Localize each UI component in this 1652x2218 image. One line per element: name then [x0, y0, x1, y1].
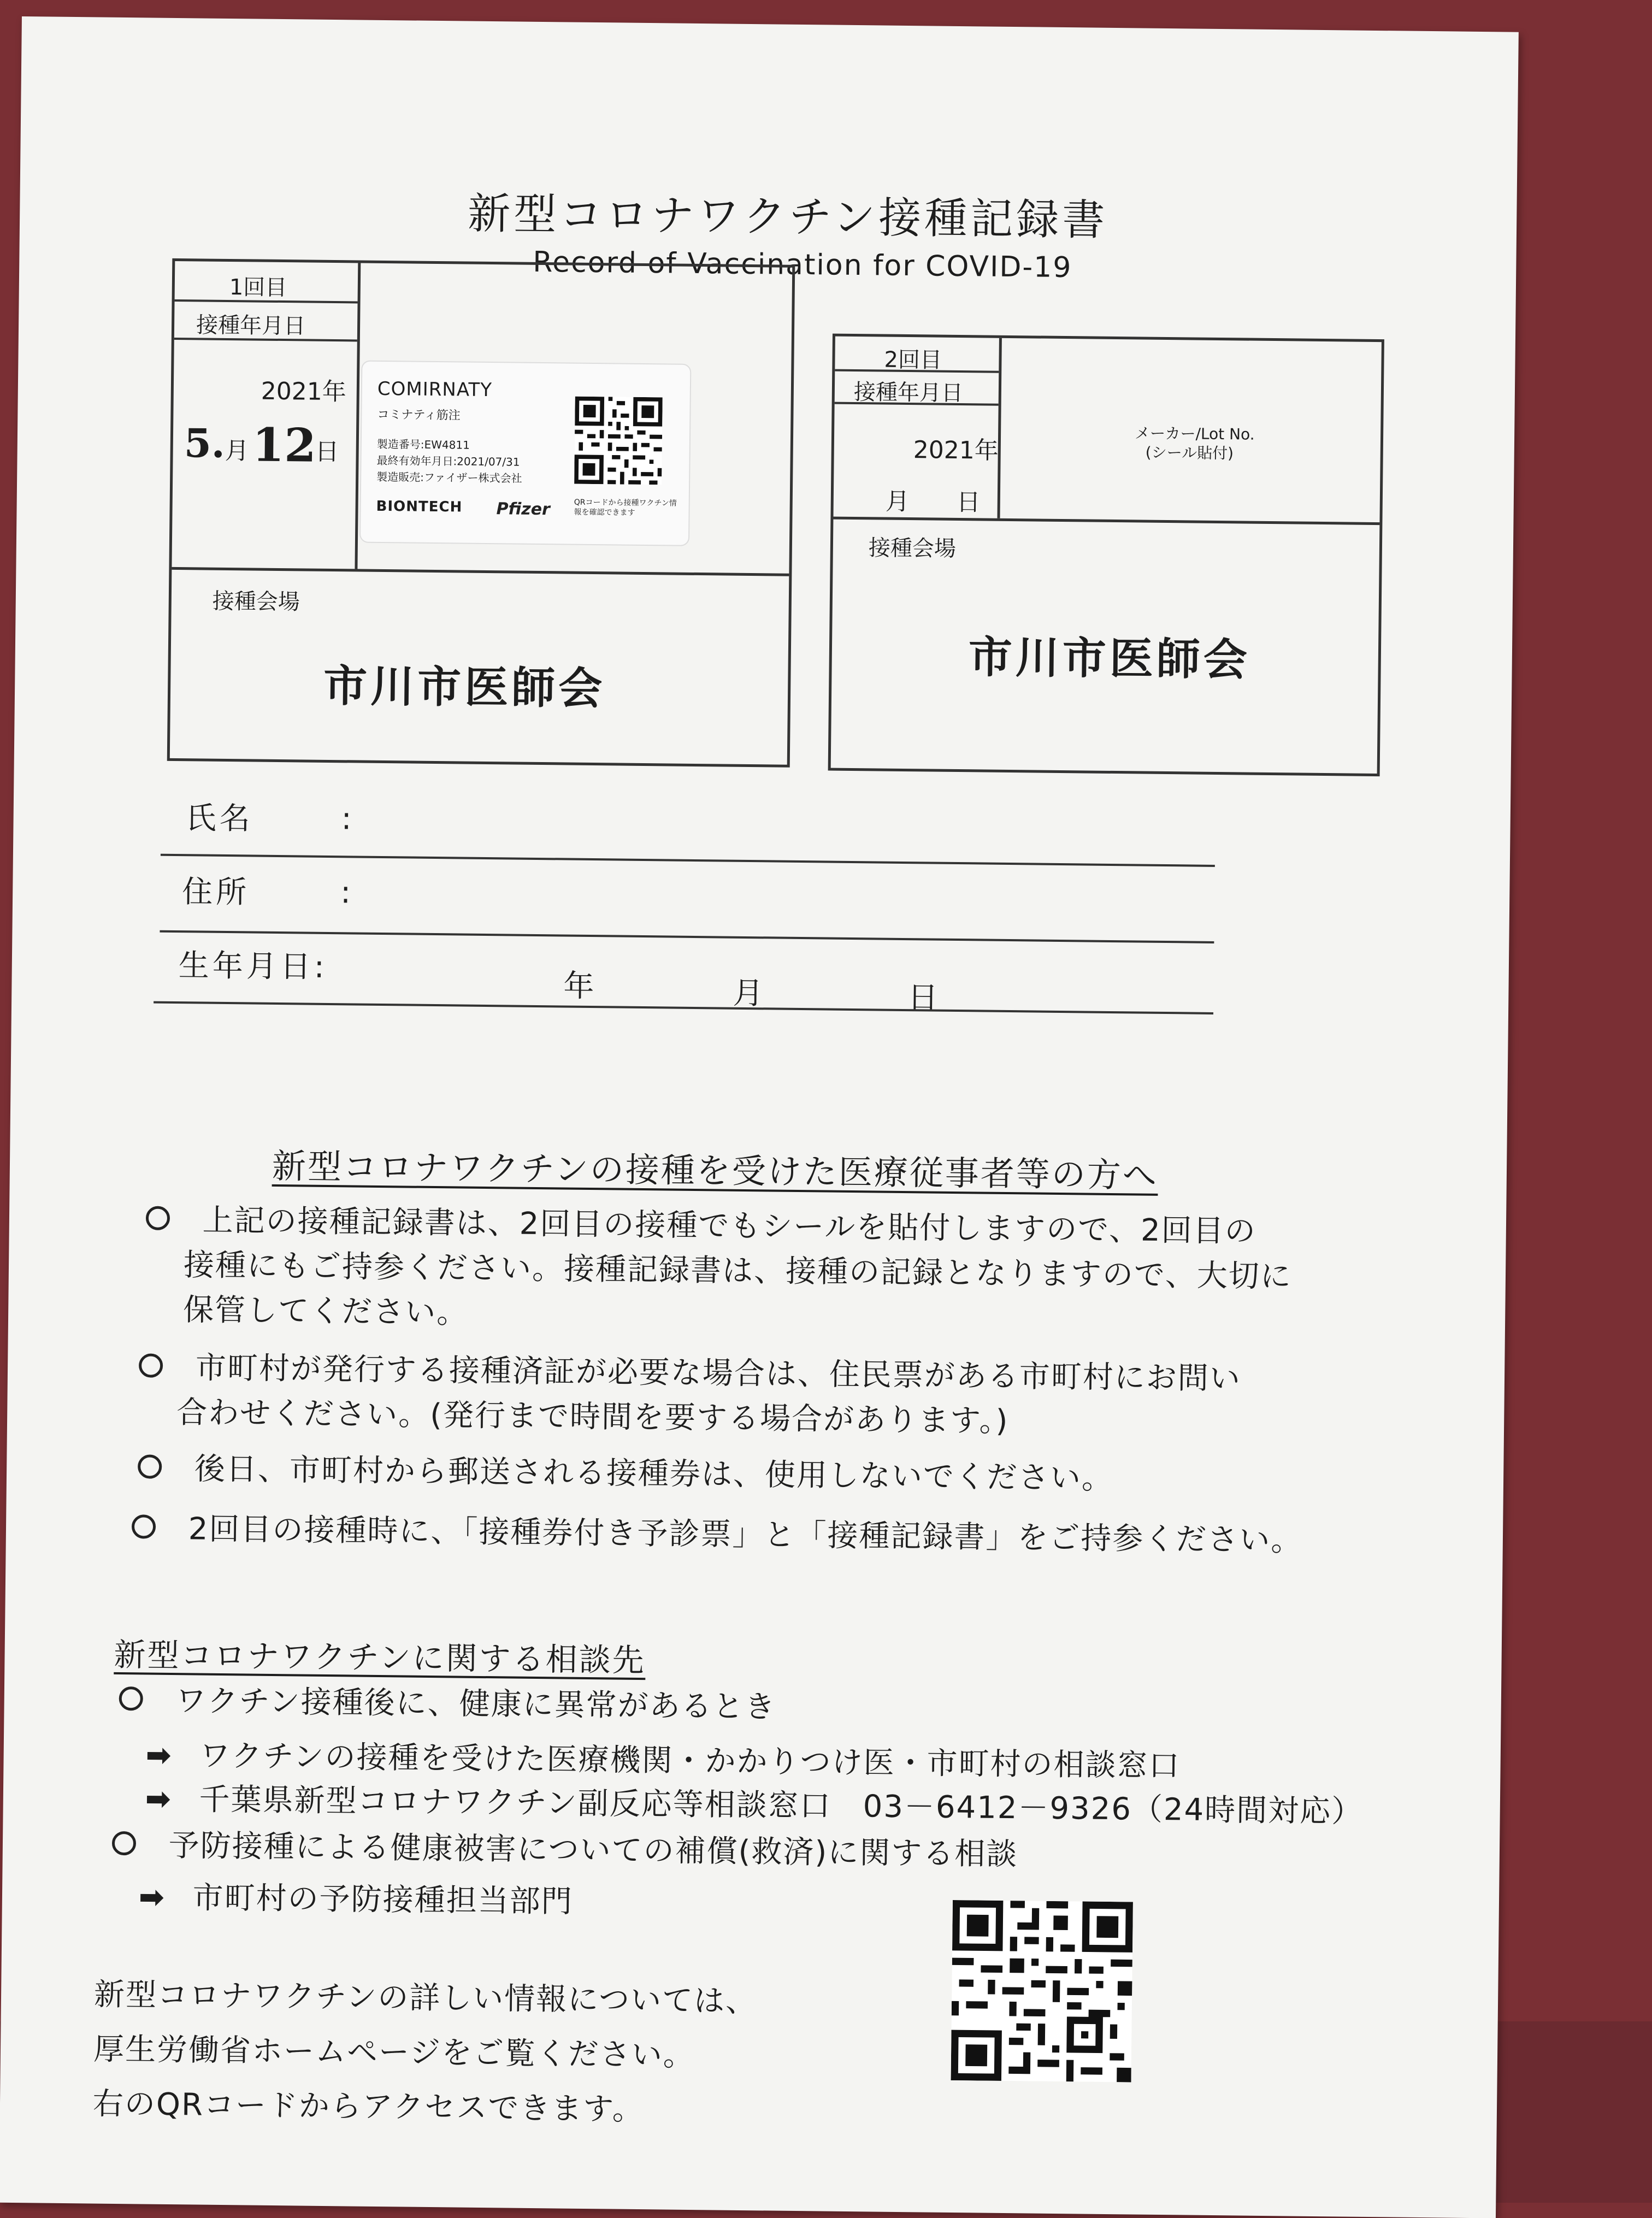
dose2-venue: 市川市医師会 [968, 632, 1251, 686]
consult-item-2: 予防接種による健康被害についての補償(救済)に関する相談 [112, 1823, 1018, 1877]
notice-heading: 新型コロナワクチンの接種を受けた医療従事者等の方へ [272, 1146, 1159, 1195]
sticker-lot: 製造番号:EW4811 [376, 437, 470, 452]
birthdate-label: 生年月日: [178, 948, 328, 985]
dose2-maker-note: (シール貼付) [1145, 443, 1234, 463]
consult-item-1-sub-1: ➡ ワクチンの接種を受けた医療機関・かかりつけ医・市町村の相談窓口 [145, 1737, 1181, 1784]
consult-item-2-sub-1: ➡ 市町村の予防接種担当部門 [138, 1879, 573, 1920]
sticker-product: コミナティ筋注 [377, 408, 461, 423]
document-title: 新型コロナワクチン接種記録書 [467, 189, 1108, 245]
name-field-line[interactable] [161, 854, 1215, 867]
dose2-venue-label: 接種会場 [868, 535, 957, 562]
sticker-seller: 製造販売:ファイザー株式会社 [376, 470, 522, 485]
dose1-month-value: 5. [184, 420, 226, 467]
dose2-month-unit: 月 [885, 487, 910, 516]
name-colon: : [341, 801, 355, 837]
vaccination-record-sheet [0, 16, 1519, 2218]
dose2-record-box [828, 334, 1384, 777]
address-field-line[interactable] [160, 930, 1214, 943]
arrow-right-icon: ➡ [145, 1737, 173, 1774]
circle-bullet-icon [119, 1686, 143, 1710]
circle-bullet-icon [112, 1831, 136, 1855]
dose1-venue-label: 接種会場 [212, 588, 300, 615]
birthdate-field-line[interactable] [154, 1001, 1213, 1014]
dose2-year: 2021年 [913, 436, 999, 465]
consult-item-1-sub-2: ➡ 千葉県新型コロナワクチン副反応等相談窓口 03－6412－9326（24時間対応） [145, 1781, 1364, 1830]
birth-day-unit: 日 [907, 980, 942, 1016]
sticker-qr-note: QRコードから接種ワクチン情報を確認できます [574, 498, 677, 517]
dose1-month-unit: 月 [225, 436, 249, 465]
address-label: 住所 [181, 874, 250, 911]
arrow-right-icon: ➡ [145, 1781, 173, 1818]
dose1-day-value: 12 [252, 417, 317, 473]
dose2-maker-label: メーカー/Lot No. [1134, 424, 1255, 444]
circle-bullet-icon [138, 1454, 162, 1478]
dose2-label: 2回目 [884, 347, 942, 373]
circle-bullet-icon [139, 1353, 163, 1377]
dose1-label: 1回目 [229, 275, 287, 301]
footer-text: 新型コロナワクチンの詳しい情報については、 厚生労働省ホームページをご覧ください。 右のQRコードからアクセスできます。 [92, 1977, 758, 2128]
sticker-expiry: 最終有効年月日:2021/07/31 [376, 453, 520, 469]
arrow-right-icon: ➡ [138, 1879, 166, 1915]
notice-item-3: 後日、市町村から郵送される接種券は、使用しないでください。 [138, 1446, 1114, 1501]
address-colon: : [340, 875, 355, 911]
dose1-venue: 市川市医師会 [323, 660, 606, 715]
notice-item-4: 2回目の接種時に、「接種券付き予診票」と「接種記録書」をご持参ください。 [132, 1506, 1303, 1563]
consult-heading: 新型コロナワクチンに関する相談先 [114, 1636, 646, 1679]
sticker-maker-pfizer: Pfizer [496, 499, 550, 520]
sticker-qr-code [574, 397, 663, 485]
sticker-brand: COMIRNATY [377, 377, 493, 402]
sticker-maker-biontech: BIONTECH [376, 498, 463, 516]
consult-item-1: ワクチン接種後に、健康に異常があるとき [119, 1678, 776, 1730]
birth-year-unit: 年 [563, 968, 598, 1005]
dose1-date-label: 接種年月日 [196, 312, 306, 339]
name-label: 氏名 [185, 800, 253, 837]
dose1-record-box [167, 258, 795, 768]
notice-item-1: 上記の接種記録書は、2回目の接種でもシールを貼付しますので、2回目の 接種にもご持参ください。接種記録書は、接種の記録となりますので、大切に 保管してください。 [145, 1198, 1293, 1344]
dose2-date-label: 接種年月日 [853, 379, 964, 406]
notice-item-2: 市町村が発行する接種済証が必要な場合は、住民票がある市町村にお問い 合わせください。(発行まで時間を要する場合があります。) [138, 1345, 1241, 1446]
circle-bullet-icon [132, 1514, 156, 1538]
mhlw-qr-code[interactable] [951, 1900, 1133, 2082]
circle-bullet-icon [146, 1206, 170, 1230]
vaccine-lot-sticker [361, 362, 690, 545]
birth-month-unit: 月 [733, 975, 767, 1012]
dose2-day-unit: 日 [956, 488, 981, 517]
dose1-year: 2021年 [261, 377, 347, 406]
document-subtitle: Record of Vaccination for COVID-19 [533, 245, 1072, 285]
dose1-day-unit: 日 [315, 438, 339, 467]
